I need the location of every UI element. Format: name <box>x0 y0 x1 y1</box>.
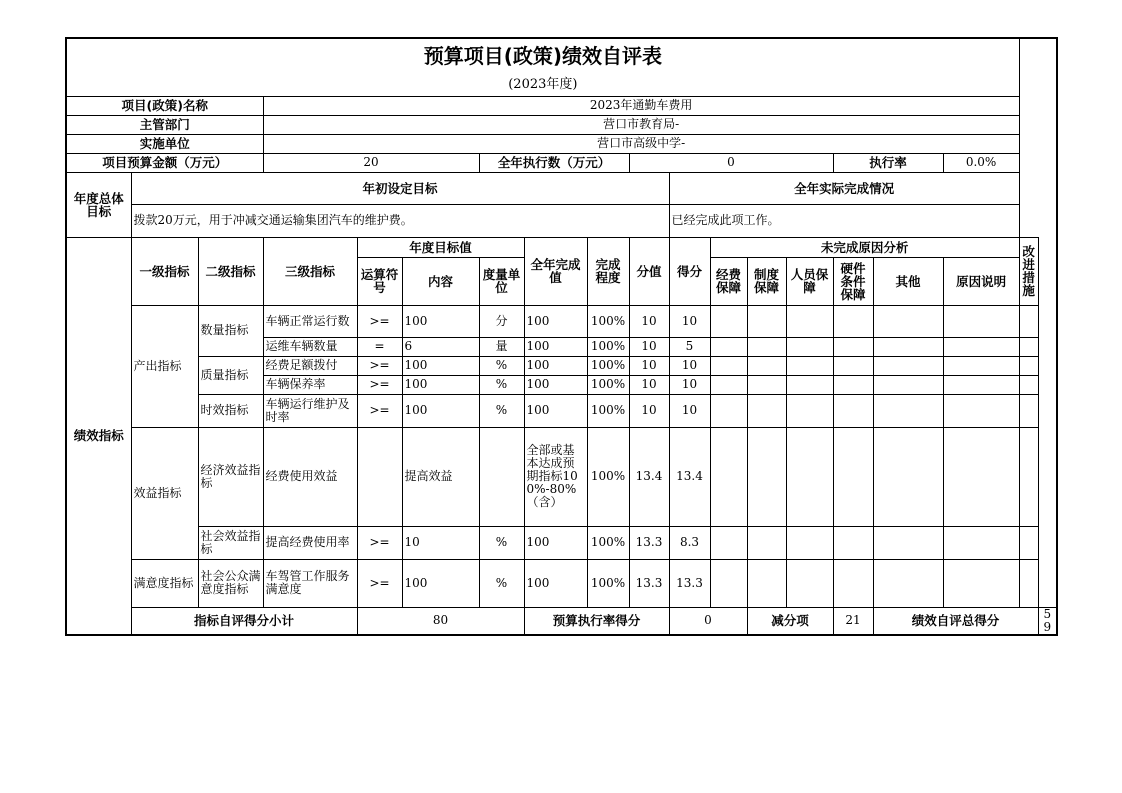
table-row <box>66 305 1057 337</box>
row-actual: 100 <box>524 337 587 356</box>
row-op: >= <box>357 375 402 394</box>
table-row <box>66 394 1057 427</box>
row-content: 100 <box>402 305 479 337</box>
row-unit: 分 <box>479 305 524 337</box>
row-l3: 车辆正常运行数 <box>263 305 357 337</box>
header-reason-other: 其他 <box>873 257 943 305</box>
header-reason-hardware: 硬件条件保障 <box>833 257 873 305</box>
header-reason-group: 未完成原因分析 <box>710 237 1019 257</box>
table-row <box>66 526 1057 559</box>
group-economic: 经济效益指标 <box>198 427 263 526</box>
header-reason-system: 制度保障 <box>747 257 786 305</box>
group-quality: 质量指标 <box>198 356 263 394</box>
row-l3: 车辆运行维护及时率 <box>263 394 357 427</box>
group-benefit: 效益指标 <box>131 427 198 559</box>
row-score: 10 <box>629 394 669 427</box>
row-score: 10 <box>629 356 669 375</box>
header-reason-note: 原因说明 <box>943 257 1019 305</box>
row-actual: 100 <box>524 526 587 559</box>
group-output: 产出指标 <box>131 305 198 427</box>
header-level3: 三级指标 <box>263 237 357 305</box>
header-content: 内容 <box>402 257 479 305</box>
row-actual: 100 <box>524 305 587 337</box>
budget-score-value: 0 <box>669 607 747 635</box>
row-unit <box>479 427 524 526</box>
execution-rate-label: 执行率 <box>833 153 943 172</box>
row-score: 10 <box>629 305 669 337</box>
row-content: 6 <box>402 337 479 356</box>
row-got: 13.3 <box>669 559 710 607</box>
row-op: >= <box>357 356 402 375</box>
table-row <box>66 427 1057 526</box>
evaluation-sheet <box>65 37 1058 636</box>
row-content: 100 <box>402 559 479 607</box>
subtotal-label: 指标自评得分小计 <box>131 607 357 635</box>
row-degree: 100% <box>587 356 629 375</box>
total-value: 59 <box>1038 607 1057 635</box>
header-degree: 完成程度 <box>587 237 629 305</box>
subtotal-value: 80 <box>357 607 524 635</box>
row-l3: 提高经费使用率 <box>263 526 357 559</box>
row-content: 100 <box>402 394 479 427</box>
row-degree: 100% <box>587 305 629 337</box>
row-got: 10 <box>669 375 710 394</box>
header-unit: 度量单位 <box>479 257 524 305</box>
row-got: 10 <box>669 305 710 337</box>
row-l3: 运维车辆数量 <box>263 337 357 356</box>
execution-rate-value: 0.0% <box>943 153 1019 172</box>
row-l3: 经费使用效益 <box>263 427 357 526</box>
group-satisfaction: 满意度指标 <box>131 559 198 607</box>
row-degree: 100% <box>587 526 629 559</box>
header-improve: 改进措施 <box>1019 237 1038 305</box>
row-op <box>357 427 402 526</box>
deduct-label: 减分项 <box>747 607 833 635</box>
row-l3: 车驾管工作服务满意度 <box>263 559 357 607</box>
department-label: 主管部门 <box>66 115 263 134</box>
group-timely: 时效指标 <box>198 394 263 427</box>
header-level2: 二级指标 <box>198 237 263 305</box>
row-op: = <box>357 337 402 356</box>
execution-amount-value: 0 <box>629 153 833 172</box>
execution-amount-label: 全年执行数（万元） <box>479 153 629 172</box>
row-got: 10 <box>669 356 710 375</box>
goal-set-text: 拨款20万元，用于冲减交通运输集团汽车的维护费。 <box>131 204 669 237</box>
row-content: 100 <box>402 356 479 375</box>
row-degree: 100% <box>587 394 629 427</box>
unit-value: 营口市高级中学- <box>263 134 1019 153</box>
row-score: 10 <box>629 337 669 356</box>
header-actual: 全年完成值 <box>524 237 587 305</box>
row-op: >= <box>357 305 402 337</box>
row-score: 13.4 <box>629 427 669 526</box>
row-actual: 100 <box>524 394 587 427</box>
row-actual: 100 <box>524 375 587 394</box>
page-title: 预算项目(政策)绩效自评表 <box>66 38 1019 73</box>
row-degree: 100% <box>587 375 629 394</box>
row-degree: 100% <box>587 337 629 356</box>
row-unit: % <box>479 559 524 607</box>
project-name-label: 项目(政策)名称 <box>66 96 263 115</box>
table-row <box>66 559 1057 607</box>
row-unit: 量 <box>479 337 524 356</box>
group-social: 社会效益指标 <box>198 526 263 559</box>
budget-amount-label: 项目预算金额（万元） <box>66 153 263 172</box>
evaluation-table <box>65 37 1058 636</box>
budget-score-label: 预算执行率得分 <box>524 607 669 635</box>
row-unit: % <box>479 526 524 559</box>
row-actual: 100 <box>524 559 587 607</box>
department-value: 营口市教育局- <box>263 115 1019 134</box>
row-content: 100 <box>402 375 479 394</box>
total-label: 绩效自评总得分 <box>873 607 1038 635</box>
goal-actual-text: 已经完成此项工作。 <box>669 204 1019 237</box>
row-actual: 全部或基本达成预期指标100%-80%（含） <box>524 427 587 526</box>
row-score: 13.3 <box>629 526 669 559</box>
header-target-group: 年度目标值 <box>357 237 524 257</box>
row-score: 13.3 <box>629 559 669 607</box>
header-got: 得分 <box>669 237 710 305</box>
row-unit: % <box>479 356 524 375</box>
row-content: 提高效益 <box>402 427 479 526</box>
unit-label: 实施单位 <box>66 134 263 153</box>
row-got: 13.4 <box>669 427 710 526</box>
header-score: 分值 <box>629 237 669 305</box>
page-subtitle: (2023年度) <box>66 73 1019 96</box>
row-got: 10 <box>669 394 710 427</box>
row-unit: % <box>479 375 524 394</box>
annual-goal-label: 年度总体目标 <box>66 172 131 237</box>
row-op: >= <box>357 526 402 559</box>
row-l3: 经费足额拨付 <box>263 356 357 375</box>
row-degree: 100% <box>587 427 629 526</box>
row-degree: 100% <box>587 559 629 607</box>
group-public-satisfaction: 社会公众满意度指标 <box>198 559 263 607</box>
row-got: 8.3 <box>669 526 710 559</box>
goal-actual-header: 全年实际完成情况 <box>669 172 1019 204</box>
project-name-value: 2023年通勤车费用 <box>263 96 1019 115</box>
row-l3: 车辆保养率 <box>263 375 357 394</box>
row-score: 10 <box>629 375 669 394</box>
row-op: >= <box>357 559 402 607</box>
row-got: 5 <box>669 337 710 356</box>
deduct-value: 21 <box>833 607 873 635</box>
header-level1: 一级指标 <box>131 237 198 305</box>
row-actual: 100 <box>524 356 587 375</box>
row-unit: % <box>479 394 524 427</box>
table-row <box>66 356 1057 375</box>
group-quantity: 数量指标 <box>198 305 263 356</box>
header-operator: 运算符号 <box>357 257 402 305</box>
row-content: 10 <box>402 526 479 559</box>
header-reason-staff: 人员保障 <box>786 257 833 305</box>
goal-set-header: 年初设定目标 <box>131 172 669 204</box>
performance-indicators-label: 绩效指标 <box>66 237 131 635</box>
header-reason-funding: 经费保障 <box>710 257 747 305</box>
row-op: >= <box>357 394 402 427</box>
budget-amount-value: 20 <box>263 153 479 172</box>
